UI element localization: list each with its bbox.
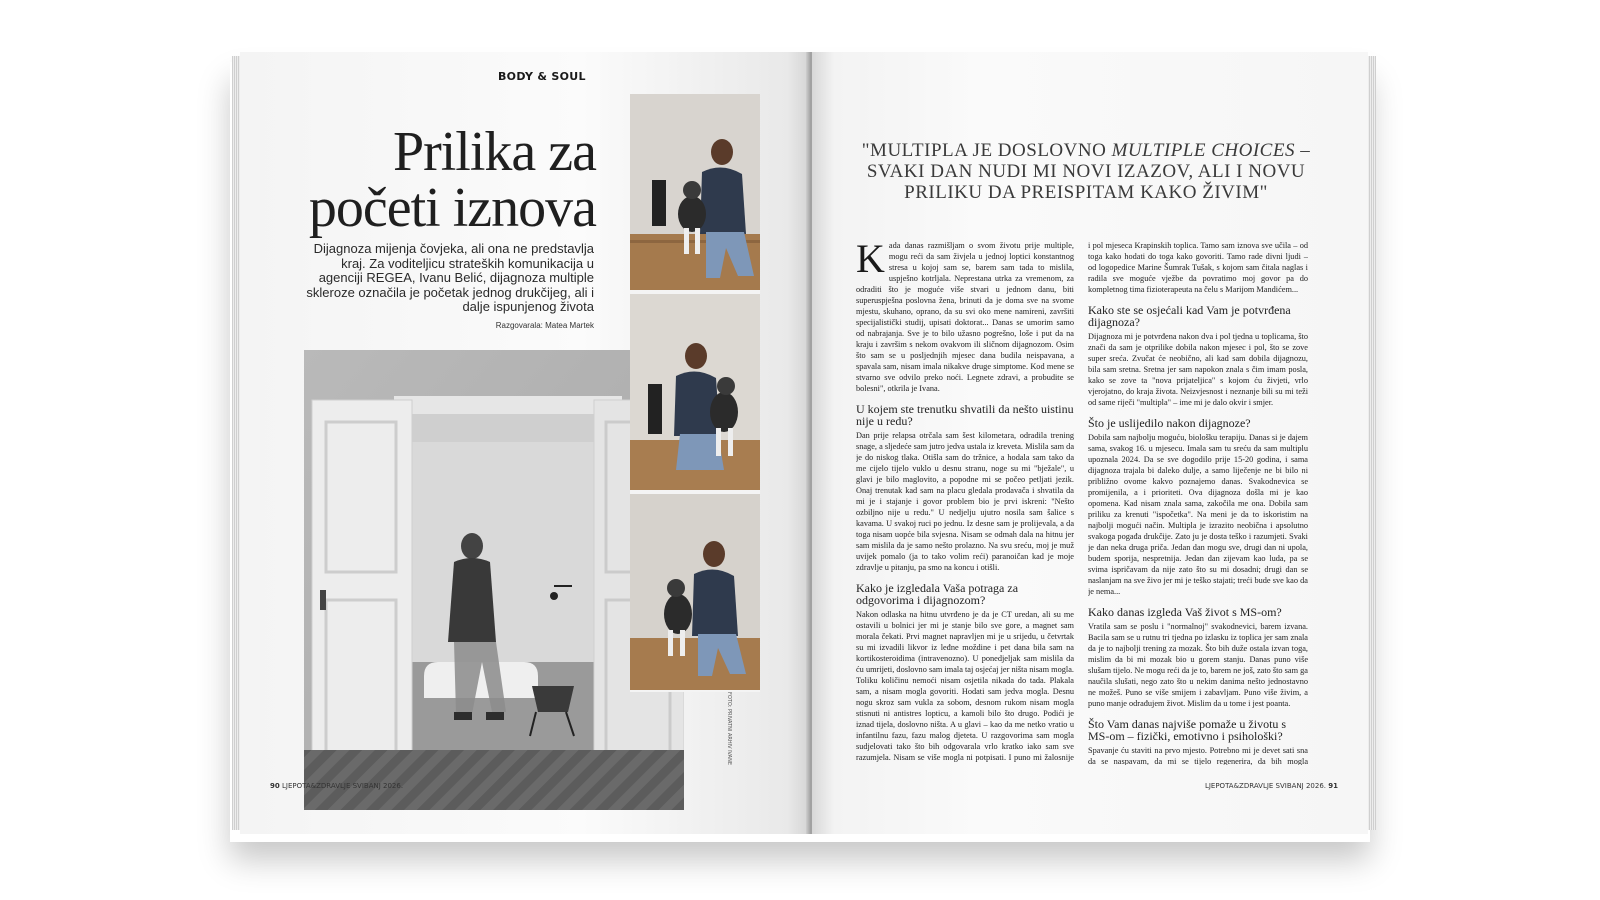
drop-cap: K <box>856 240 885 281</box>
folio-text-right: LJEPOTA&ZDRAVLJE SVIBANJ 2026. <box>1204 782 1327 790</box>
column-2-intro: i pol mjeseca Krapinskih toplica. Tamo sam iznova sve učila – od toga kako hodati do toga kako govoriti. Tamo rade divni ljudi – od logopedice Marine Šumrak Tušak, s kojom sam čitala naglas i radila sve moguće vježbe da povratimo moj govor pa do kompletnog tima fizioterapeuta na čelu s Marijom Mandićem... <box>1088 241 1308 294</box>
page-number-left: 90 <box>270 782 280 790</box>
column-1 <box>856 240 1074 765</box>
folio-left <box>270 782 403 790</box>
answer-2: Nakon odlaska na hitnu utvrđeno je da je CT uredan, ali su me ostavili u bolnici jer mi je stanje bilo sve gore, a magnet sam morala čekati. Prvi magnet napravljen mi je u srijedu, u četvrtak su mi izvadili likvor iz leđne moždine i pet dana bila sam na kortikosteroidima (intravenozno). U ponedjeljak sam mislila da ću umrijeti, doslovno sam imala taj osjećaj jer ništa nisam mogla. Toliku količinu nemoći nisam osjetila nikada do tada. Plakala sam, a nisam mogla govoriti. Hodati sam jedva mogla. Desnu nogu skroz sam vukla za sobom, desnom rukom nisam mogla stisnuti ni antistres lopticu, a kamoli bilo što drugo. Podići je iznad tijela, doslovno ništa. A u glavi – kao da me netko vratio u infantilnu fazu, fazu malog djeteta. U razgovorima sam mogla sudjelovati tako što bih odgovarala vrlo kratko iako sam sve razumjela. Nisam se više mogla ni potpisati. I puno mi žalosnije <box>856 610 1074 762</box>
intro-paragraph <box>856 240 1074 394</box>
question-4: Što je uslijedilo nakon dijagnoze? <box>1088 416 1251 430</box>
answer-5: Vratila sam se poslu i "normalnoj" svakodnevici, barem izvana. Bacila sam se u rutnu tri tjedna po izlasku iz toplica jer sam znala da je to najbolji trening za mozak. Što bih duže ostala izvan toga, mislim da bi mi mozak bio u gorem stanju. Danas puno više slušam tijelo. Ne mogu reći da je to, barem ne još, zato što sam ga naučila slušati, nego zato što u nekim danima nešto jednostavno ne možeš. Puno se više smijem i zabavljam. Puno više živim, a puno manje odrađujem život. Mislim da u tome i jest poanta. <box>1088 622 1308 708</box>
title-line-2: početi iznova <box>308 177 596 239</box>
title-line-1: Prilika za <box>392 121 596 183</box>
quote-part-2: – SVAKI DAN NUDI MI NOVI IZAZOV, ALI I NOVU PRILIKU DA PREISPITAM KAKO ŽIVIM" <box>866 140 1311 203</box>
intro-text: ada danas razmišljam o svom životu prije multiple, mogu reći da sam živjela u jednoj loptici konstantnog stresa u kojoj sam se, barem sam tada to mislila, uspješno kotrljala. Neprestana utrka za vremenom, za odraditi što je moguće više stvari u jednom danu, biti superuspješna poslovna žena, brinuti da je doma sve na svome mjestu, skuhano, oprano, da su svi oko mene namireni, završiti specijalistički studij, upisati doktorat... Danas se umorim samo od nabrajanja. Sve je to bilo užasno pogrešno, loše i put da na kraju i završim s nekom ovakvom ili sličnom dijagnozom. Osim što sam se u posljednjih mjesec dana budila neispavana, a spavala sam, nisam imala nikakve druge simptome. Kod mene se stvarno sve odvilo preko noći. Legnete zdravi, a probudite se bolesni", otkrila je Ivana. <box>856 241 1074 393</box>
woman-with-dog-photo-1 <box>630 94 760 290</box>
column-2 <box>1088 240 1308 765</box>
answer-3: Dijagnoza mi je potvrđena nakon dva i pol tjedna u toplicama, što znači da sam je otprilike dobila nakon mjesec i pol, što se zove super sreća. Zvučat će neobično, ali kad sam dobila dijagnozu, bila sam sretna. Sretna jer sam napokon znala s čim imam posla, kako se zove ta "nova prijateljica" s kojom ću živjeti, vrlo vjerojatno, do kraja života. Neizvjesnost i neznanje bili su mi teži od same riječi "multipla" – ime mi je dalo okvir i smjer. <box>1088 332 1308 407</box>
photo-credit: FOTO: PRIVATNI ARHIV IVANE <box>726 692 732 765</box>
woman-with-dog-photo-3 <box>630 494 760 690</box>
left-page <box>240 52 810 834</box>
answer-1: Dan prije relapsa otrčala sam šest kilometara, odradila trening snage, a sljedeće sam jutro jedva ustala iz kreveta. Mislila sam da je do niskog tlaka. Otišla sam do tržnice, a hodala sam tako da me cijelo tijelo vuklo u desnu stranu, noge su mi "bježale", u glavi je bilo maglovito, a popodne mi se počeo petljati jezik. Onaj trenutak kad sam na placu gledala prodavača i shvatila da mi je i stajanje i govor problem bio je prvi iskreni: "Nešto ozbiljno nije u redu." U nedjelju ujutro nosila sam šalice s kavama. U svakoj ruci po jednu. Iz desne sam je prolijevala, a da toga nisam uopće bila svjesna. Nisam se odmah dala na hitnu jer sam mislila da je samo nešto prolazno. Na svu sreću, moj je muž uvijek pomalo (ja to tako volim reći) paranoičan kad je moje zdravlje u pitanju, pa smo na koncu i otišli. <box>856 431 1074 572</box>
question-2: Kako je izgledala Vaša potraga za odgovorima i dijagnozom? <box>856 581 1019 607</box>
quote-part-1: "MULTIPLA JE DOSLOVNO <box>861 140 1112 161</box>
pull-quote <box>852 140 1320 203</box>
folio-text-left: LJEPOTA&ZDRAVLJE SVIBANJ 2026. <box>281 782 404 790</box>
strip-photo-1 <box>630 94 760 290</box>
main-photo <box>304 350 684 810</box>
answer-6: Spavanje ću staviti na prvo mjesto. Potrebno mi je devet sati sna da se naspavam, da mi se tijelo regenerira, da bih mogla <box>1088 746 1308 765</box>
standfirst: Dijagnoza mijenja čovjeka, ali ona ne predstavlja kraj. Za voditeljicu strateških komunikacija u agenciji REGEA, Ivanu Belić, dijagnoza multiple skleroze označila je početak jednog drukčijeg, ali i dalje ispunjenog života <box>306 241 594 314</box>
page-edges-left <box>232 56 240 830</box>
page-edges-right <box>1368 56 1376 830</box>
question-3: Kako ste se osjećali kad Vam je potvrđena dijagnoza? <box>1088 303 1291 329</box>
byline: Razgovarala: Matea Martek <box>495 321 594 330</box>
photo-strip <box>630 94 760 692</box>
quote-italic: MULTIPLE CHOICES <box>1111 140 1295 161</box>
right-page <box>812 52 1368 834</box>
article-title <box>308 121 596 239</box>
section-label: BODY & SOUL <box>498 70 586 83</box>
strip-photo-3 <box>630 494 760 690</box>
question-6: Što Vam danas najviše pomaže u životu s MS-om – fizički, emotivno i psihološki? <box>1088 717 1287 743</box>
woman-with-dog-photo-2 <box>630 294 760 490</box>
question-5: Kako danas izgleda Vaš život s MS-om? <box>1088 605 1282 619</box>
room-photo-illustration <box>304 350 684 810</box>
folio-right <box>1205 782 1338 790</box>
question-1: U kojem ste trenutku shvatili da nešto uistinu nije u redu? <box>856 402 1074 428</box>
strip-photo-2 <box>630 294 760 490</box>
page-number-right: 91 <box>1328 782 1338 790</box>
answer-4: Dobila sam najbolju moguću, biološku terapiju. Danas si je dajem sama, svakog 16. u mjesecu. Imala sam tu sreću da sam multiplu upoznala 2024. Da se sve dogodilo prije 15-20 godina, i sama dijagnoza trajala bi daleko dulje, a samo liječenje ne bi bilo ni približno ovome kakvo poznajemo danas. Svakodnevica se promijenila, a i prioriteti. Ova dijagnoza došla mi je kao opomena. Kad nisam znala sama, zakočila me ona. Dobila sam priliku za krenuti "ispočetka". Na meni je da to iskoristim na najbolji mogući način. Multipla je izrazito neobična i apsolutno svakoga pogađa drukčije. Zato ju je dosta teško i razumjeti. Svaki je dan neka druga priča. Jedan dan mogu sve, drugi dan ni upola, budem sporija, nespretnija. Jedan dan zijevam kao luda, pa se svima ispričavam da nije zato što su mi dosadni; drugi dan se naslanjam na sve živo jer mi je teško stajati; treći bude sve kao da je nema... <box>1088 433 1308 596</box>
